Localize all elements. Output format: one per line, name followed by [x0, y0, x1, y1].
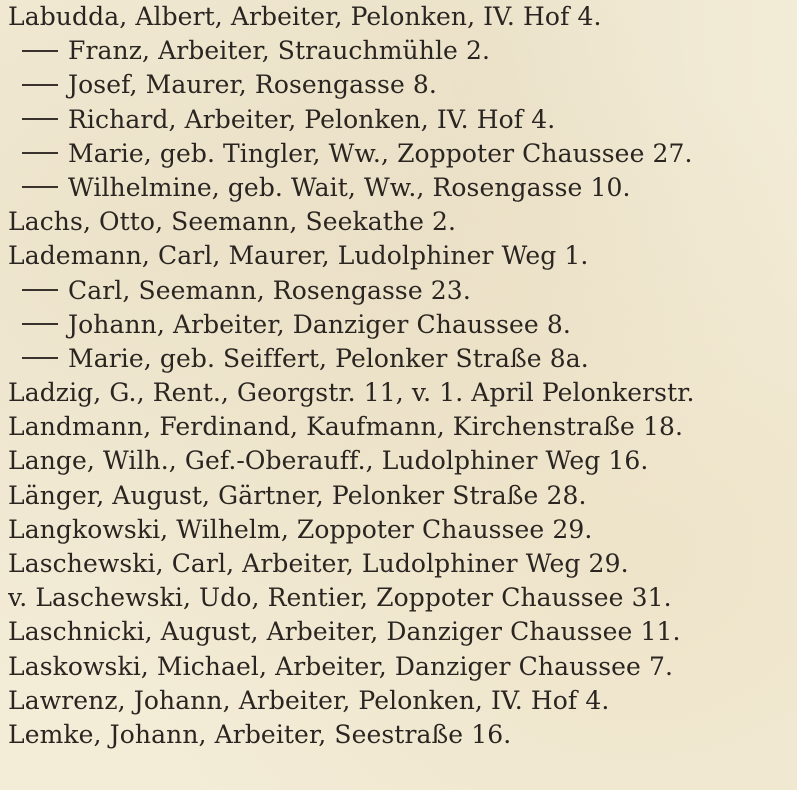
- entry-text: Marie, geb. Seiffert, Pelonker Straße 8a.: [68, 343, 589, 373]
- entry-text: Länger, August, Gärtner, Pelonker Straße 28.: [8, 480, 587, 510]
- continuation-dash: [22, 357, 58, 359]
- entry-row: [8, 171, 797, 205]
- entry-text: Marie, geb. Tingler, Ww., Zoppoter Chaussee 27.: [68, 138, 693, 168]
- continuation-dash: [22, 50, 58, 52]
- entry-row: [8, 274, 797, 308]
- entry-text: Josef, Maurer, Rosengasse 8.: [68, 70, 437, 100]
- continuation-dash: [22, 118, 58, 120]
- entry-row: [8, 718, 797, 752]
- continuation-dash: [22, 323, 58, 325]
- entry-row: [8, 205, 797, 239]
- entry-row: [8, 615, 797, 649]
- entry-text: v. Laschewski, Udo, Rentier, Zoppoter Chaussee 31.: [8, 583, 672, 613]
- entry-text: Laschnicki, August, Arbeiter, Danziger Chaussee 11.: [8, 617, 681, 647]
- entry-row: [8, 581, 797, 615]
- entry-row: [8, 239, 797, 273]
- entry-row: [8, 68, 797, 102]
- entry-row: [8, 376, 797, 410]
- entry-text: Ladzig, G., Rent., Georgstr. 11, v. 1. April Pelonkerstr.: [8, 378, 695, 408]
- continuation-dash: [22, 152, 58, 154]
- entry-text: Wilhelmine, geb. Wait, Ww., Rosengasse 10.: [68, 172, 631, 202]
- entry-text: Carl, Seemann, Rosengasse 23.: [68, 275, 471, 305]
- entry-text: Lange, Wilh., Gef.-Oberauff., Ludolphiner Weg 16.: [8, 446, 649, 476]
- entry-row: [8, 103, 797, 137]
- continuation-dash: [22, 289, 58, 291]
- entry-row: [8, 342, 797, 376]
- entry-text: Lawrenz, Johann, Arbeiter, Pelonken, IV. Hof 4.: [8, 685, 610, 715]
- entry-text: Landmann, Ferdinand, Kaufmann, Kirchenstraße 18.: [8, 412, 684, 442]
- entry-text: Laschewski, Carl, Arbeiter, Ludolphiner Weg 29.: [8, 549, 629, 578]
- entry-row: [8, 684, 797, 718]
- entry-row: [8, 34, 797, 68]
- entry-row: [8, 137, 797, 171]
- entry-row: [8, 0, 797, 34]
- address-entries: [8, 0, 797, 752]
- entry-row: [8, 479, 797, 513]
- entry-row: [8, 308, 797, 342]
- entry-text: Langkowski, Wilhelm, Zoppoter Chaussee 29.: [8, 514, 593, 544]
- entry-text: Lachs, Otto, Seemann, Seekathe 2.: [8, 207, 457, 237]
- entry-text: Labudda, Albert, Arbeiter, Pelonken, IV. Hof 4.: [8, 2, 602, 31]
- entry-text: Lemke, Johann, Arbeiter, Seestraße 16.: [8, 719, 512, 749]
- entry-text: Franz, Arbeiter, Strauchmühle 2.: [68, 36, 491, 66]
- entry-row: [8, 547, 797, 581]
- continuation-dash: [22, 186, 58, 188]
- entry-row: [8, 650, 797, 684]
- entry-row: [8, 513, 797, 547]
- entry-text: Richard, Arbeiter, Pelonken, IV. Hof 4.: [68, 104, 556, 134]
- entry-row: [8, 410, 797, 444]
- entry-row: [8, 444, 797, 478]
- entry-text: Johann, Arbeiter, Danziger Chaussee 8.: [68, 309, 571, 339]
- continuation-dash: [22, 84, 58, 86]
- entry-text: Laskowski, Michael, Arbeiter, Danziger Chaussee 7.: [8, 651, 674, 681]
- entry-text: Lademann, Carl, Maurer, Ludolphiner Weg 1.: [8, 241, 589, 271]
